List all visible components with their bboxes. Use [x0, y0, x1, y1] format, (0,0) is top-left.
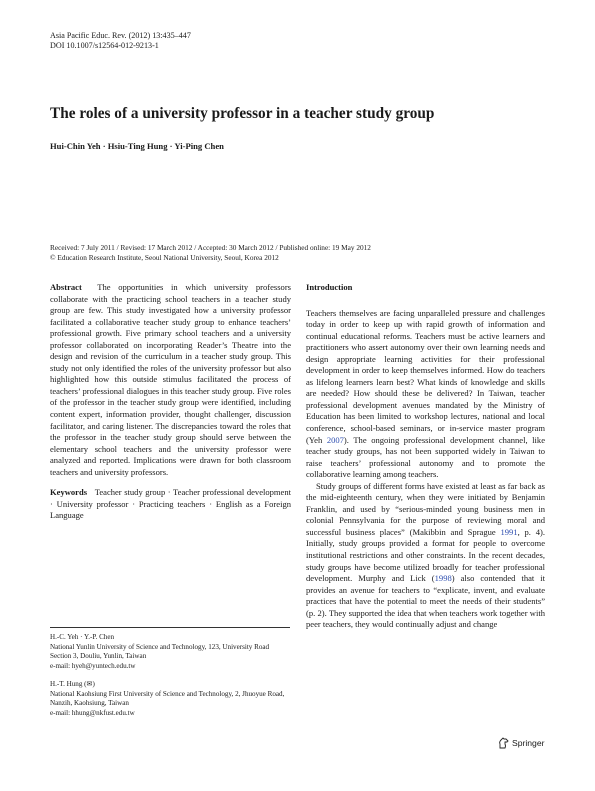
affiliation-1-institution: National Yunlin University of Science and Technology, 123, University Road Section 3, Douliu, Yunlin, Taiwan: [50, 642, 270, 661]
author-list: Hui-Chin Yeh · Hsiu-Ting Hung · Yi-Ping Chen: [50, 141, 224, 151]
affiliation-1: [50, 633, 290, 671]
affiliation-1-email[interactable]: e-mail: hyeh@yuntech.edu.tw: [50, 661, 136, 670]
citation-link[interactable]: 1991: [500, 526, 518, 537]
keywords-text: Teacher study group · Teacher professional development · University professor · Practicing teachers · English as a Foreign Language: [50, 487, 291, 521]
intro-p1-text-a: Teachers themselves are facing unparalleled pressure and challenges today in order to keep up with rapid growth of information and continual educational reforms. Teachers must be active learners and practitioners who assert autonomy over their own learning needs and design appropriate learning activities for their professional development in order to keep themselves informed. How do teachers as lifelong learners learn best? What kinds of knowledge and skills are needed? How should these be delivered? In Taiwan, teacher professional development avenues mandated by the Ministry of Education has been limited to workshop lectures, national and local conference, school-based seminars, or in-service master program (Yeh: [306, 307, 545, 445]
affiliation-2-name: H.-T. Hung (✉): [50, 680, 95, 688]
affiliation-1-names: H.-C. Yeh · Y.-P. Chen: [50, 633, 115, 641]
intro-p1-text-b: ). The ongoing professional development channel, like teacher study groups, has not been supported widely in Taiwan to raise teachers’ professional autonomy and to promote the collaborative learning among teachers.: [306, 434, 546, 480]
journal-header: [50, 31, 191, 51]
article-title: The roles of a university professor in a teacher study group: [50, 105, 435, 122]
citation-link[interactable]: 1998: [434, 573, 452, 584]
introduction-heading: Introduction: [306, 282, 353, 292]
springer-logo: [498, 737, 544, 749]
left-column: [50, 282, 291, 522]
affiliation-divider: [50, 627, 290, 628]
received-line: Received: 7 July 2011 / Revised: 17 March 2012 / Accepted: 30 March 2012 / Published online: 19 May 2012: [50, 243, 371, 252]
publication-dates: [50, 243, 371, 263]
affiliation-2-email[interactable]: e-mail: hhung@nkfust.edu.tw: [50, 708, 135, 717]
keywords: [50, 487, 291, 522]
journal-citation: Asia Pacific Educ. Rev. (2012) 13:435–447: [50, 31, 191, 40]
abstract-label: Abstract: [50, 282, 82, 292]
copyright-line: © Education Research Institute, Seoul National University, Seoul, Korea 2012: [50, 253, 279, 262]
springer-horse-icon: [498, 737, 509, 749]
publisher-name: Springer: [512, 738, 545, 748]
affiliation-2: [50, 680, 290, 718]
abstract: [50, 282, 291, 478]
right-column: [306, 282, 545, 631]
citation-link[interactable]: 2007: [326, 434, 344, 445]
introduction-paragraph-2: [306, 481, 545, 631]
keywords-label: Keywords: [50, 487, 88, 498]
intro-p2-text-a: Study groups of different forms have existed at least as far back as the mid-eighteenth century, when they were initiated by Benjamin Franklin, and used by “serious-minded young business men in colonial Pennsylvania for the purpose of reviewing moral and successful business places” (Makibbin and Sprague: [306, 480, 545, 537]
affiliation-2-institution: National Kaohsiung First University of Science and Technology, 2, Jhuoyue Road, Nanzih, Kaohsiung, Taiwan: [50, 689, 285, 708]
intro-p2-text-c: ) also contended that it provides an avenue for teachers to “explicate, invent, and evaluate practices that have the potential to meet the needs of their students” (p. 2). They supported the idea that when teachers work together with peer teachers, they would continually adjust and change: [306, 573, 545, 630]
abstract-text: The opportunities in which university professors collaborate with the practicing school teachers in a teacher study group are few. This study investigated how a university professor facilitated a collaborative teacher study group to enhance teachers’ professional growth. Five primary school teachers and a university professor collaborated on incorporating Reader’s Theatre into the design and revision of the curriculum in a teacher study group. This study not only identified the roles of the university professor but also highlighted how this outside stimulus facilitated the process of teachers’ professional dialogues in this teacher study group. Five roles of the professor in the teacher study group were identified, including content expert, information provider, thought challenger, discussion facilitator, and caring listener. The discrepancies toward the roles that the professor in the teacher study group should serve between the elementary school teachers and the university professor were analyzed and reported. Implications were drawn for both classroom teachers and university professors.: [50, 282, 291, 477]
introduction-paragraph-1: [306, 308, 545, 481]
intro-p2-text-b: , p. 4). Initially, study groups provided a format for people to overcome institutional restrictions and other constraints. In the recent decades, study groups have become utilized broadly for teacher professional development. Murphy and Lick (: [306, 526, 546, 584]
doi[interactable]: DOI 10.1007/s12564-012-9213-1: [50, 41, 159, 50]
